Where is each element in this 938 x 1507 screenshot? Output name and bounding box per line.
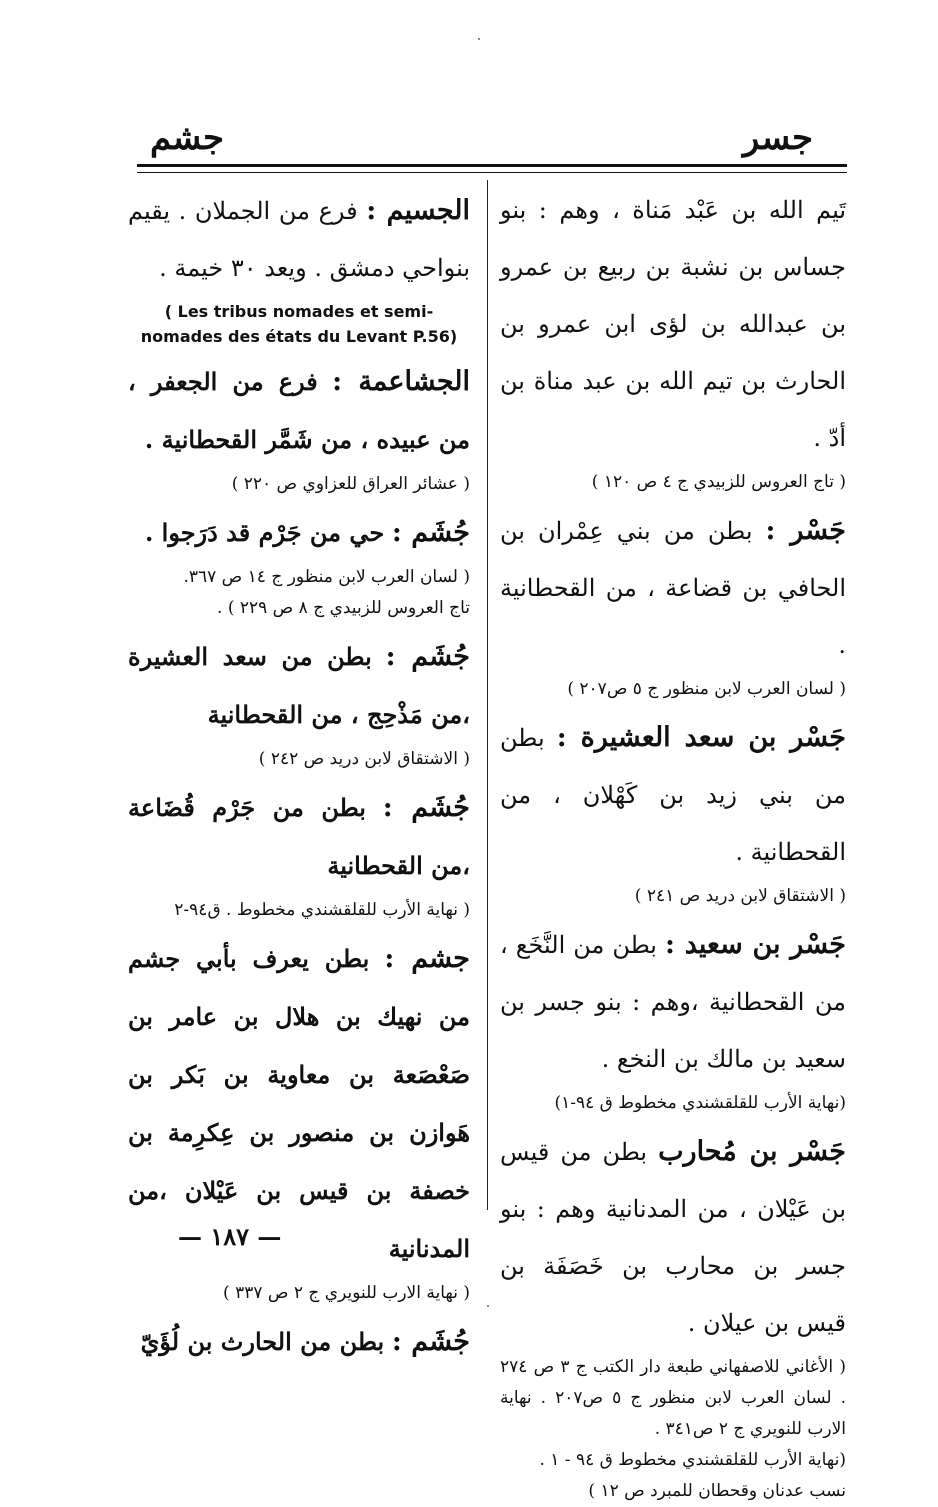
header-rule-thick — [137, 164, 847, 167]
entry-text: بطن من جَرْم قُضَاعة ،من القحطانية — [128, 793, 470, 880]
entry-headword: الجسيم : — [366, 195, 470, 226]
entry-text: بطن من النَّخَع ، من القحطانية ،وهم : بنو جسر بن سعيد بن مالك بن النخع . — [500, 931, 846, 1073]
page-number: — ١٨٧ — — [178, 1222, 282, 1251]
entry — [128, 182, 470, 349]
entry — [128, 504, 470, 624]
entry-text: بطن من بني زيد بن كَهْلان ، من القحطانية . — [500, 724, 846, 866]
entry — [128, 1313, 470, 1371]
entry-reference: ( نهاية الارب للنويري ج ٢ ص ٣٣٧ ) — [223, 1283, 470, 1303]
entry-body — [128, 182, 470, 297]
entry — [500, 502, 846, 705]
entry-body — [500, 1123, 846, 1352]
entry-reference: نسب عدنان وقحطان للمبرد ص ١٢ ) — [588, 1481, 846, 1501]
running-head-right: جسر — [742, 118, 813, 158]
header-rule-thin — [137, 172, 847, 173]
entry — [128, 779, 470, 926]
entry-reference: ( نهاية الأرب للقلقشندي مخطوط . ق٩٤-٢ — [174, 900, 470, 920]
entry-reference: ( الأغاني للاصفهاني طبعة دار الكتب ج ٣ ص ٢٧٤ . لسان العرب لابن منظور ج ٥ ص٢٠٧ . نهاية الارب للنويري ج ٢ ص٣٤١ . — [500, 1357, 846, 1439]
entry-text: فرع من الجعفر ، من عبيده ، من شَمَّر القحطانية . — [128, 367, 470, 454]
entry-body — [128, 1313, 470, 1371]
entry-headword: جَسْر : — [765, 515, 846, 546]
entry-reference: ( تاج العروس للزبيدي ج ٤ ص ١٢٠ ) — [591, 472, 846, 492]
entry-text: فرع من الجملان . يقيم بنواحي دمشق . ويعد ٣٠ خيمة . — [128, 197, 470, 282]
entry-headword: جَسْر بن مُحارب — [658, 1136, 846, 1167]
entry-headword: الجشاعمة : — [332, 366, 470, 397]
entry-body — [500, 502, 846, 674]
entry — [128, 353, 470, 500]
entry-text: بطن من قيس بن عَيْلان ، من المدنانية وهم : بنو جسر بن محارب بن خَصَفَة بن قيس بن عيلان . — [500, 1138, 846, 1337]
entry-headword: جُشَم : — [385, 641, 470, 672]
entry-reference: (نهاية الأرب للقلقشندي مخطوط ق ٩٤-١) — [554, 1093, 846, 1113]
entry-body — [128, 779, 470, 895]
entry — [128, 930, 470, 1309]
entry-text: بطن من بني عِمْران بن الحافي بن قضاعة ، من القحطانية . — [500, 517, 846, 659]
left-column — [128, 182, 470, 1371]
entry — [128, 628, 470, 775]
entry-headword: جشم : — [384, 943, 470, 974]
entry-reference: ( الاشتقاق لابن دريد ص ٢٤٢ ) — [258, 749, 470, 769]
entry-body — [128, 353, 470, 469]
entry-text: بطن يعرف بأبي جشم من نهيك بن هلال بن عامر بن صَعْصَعة بن معاوية بن بَكر بن هَوازن بن منصور بن عِكرِمة بن خصفة بن قيس بن عَيْلان ،من المدنانية — [128, 944, 470, 1263]
entry-reference: ( عشائر العراق للعزاوي ص ٢٢٠ ) — [231, 474, 470, 494]
entry — [500, 1123, 846, 1507]
entry-headword: جُشَم : — [391, 1326, 470, 1357]
entry — [500, 182, 846, 498]
scan-speck — [478, 38, 480, 40]
scan-speck — [487, 1305, 489, 1307]
entry-headword: جَسْر بن سعيد : — [665, 929, 846, 960]
entry-body — [500, 709, 846, 881]
column-divider — [487, 180, 488, 1210]
entry-reference: تاج العروس للزبيدي ج ٨ ص ٢٢٩ ) . — [217, 598, 470, 618]
entry-text: تَيم الله بن عَبْد مَناة ، وهم : بنو جساس بن نشبة بن ربيع بن عمرو بن عبدالله بن لؤى ابن عمرو بن الحارث بن تيم الله بن عبد مناة بن أدّ . — [500, 196, 846, 452]
entry-text: بطن من سعد العشيرة ،من مَذْحِج ، من القحطانية — [128, 642, 470, 729]
entry-headword: جُشَم : — [391, 517, 470, 548]
entry-headword: جُشَم : — [382, 792, 470, 823]
entry-headword: جَسْر بن سعد العشيرة : — [556, 722, 846, 753]
entry-reference: (نهاية الأرب للقلقشندي مخطوط ق ٩٤ - ١ . — [539, 1450, 846, 1470]
entry — [500, 709, 846, 912]
entry-body — [500, 916, 846, 1088]
entry-reference-latin: ( Les tribus nomades et semi-nomades des états du Levant P.56) — [140, 302, 458, 346]
entry-body — [128, 628, 470, 744]
entry-reference: ( لسان العرب لابن منظور ج ٥ ص٢٠٧ ) — [567, 679, 846, 699]
entry — [500, 916, 846, 1119]
right-column — [500, 182, 846, 1507]
running-head-left: جشم — [150, 118, 224, 158]
entry-body — [128, 504, 470, 562]
entry-text: حي من جَرْم قد دَرَجوا . — [144, 518, 385, 547]
entry-text: بطن من الحارث بن لُؤَيّ — [140, 1327, 385, 1356]
entry-reference: ( الاشتقاق لابن دريد ص ٢٤١ ) — [634, 886, 846, 906]
entry-reference: ( لسان العرب لابن منظور ج ١٤ ص ٣٦٧. — [183, 567, 470, 587]
